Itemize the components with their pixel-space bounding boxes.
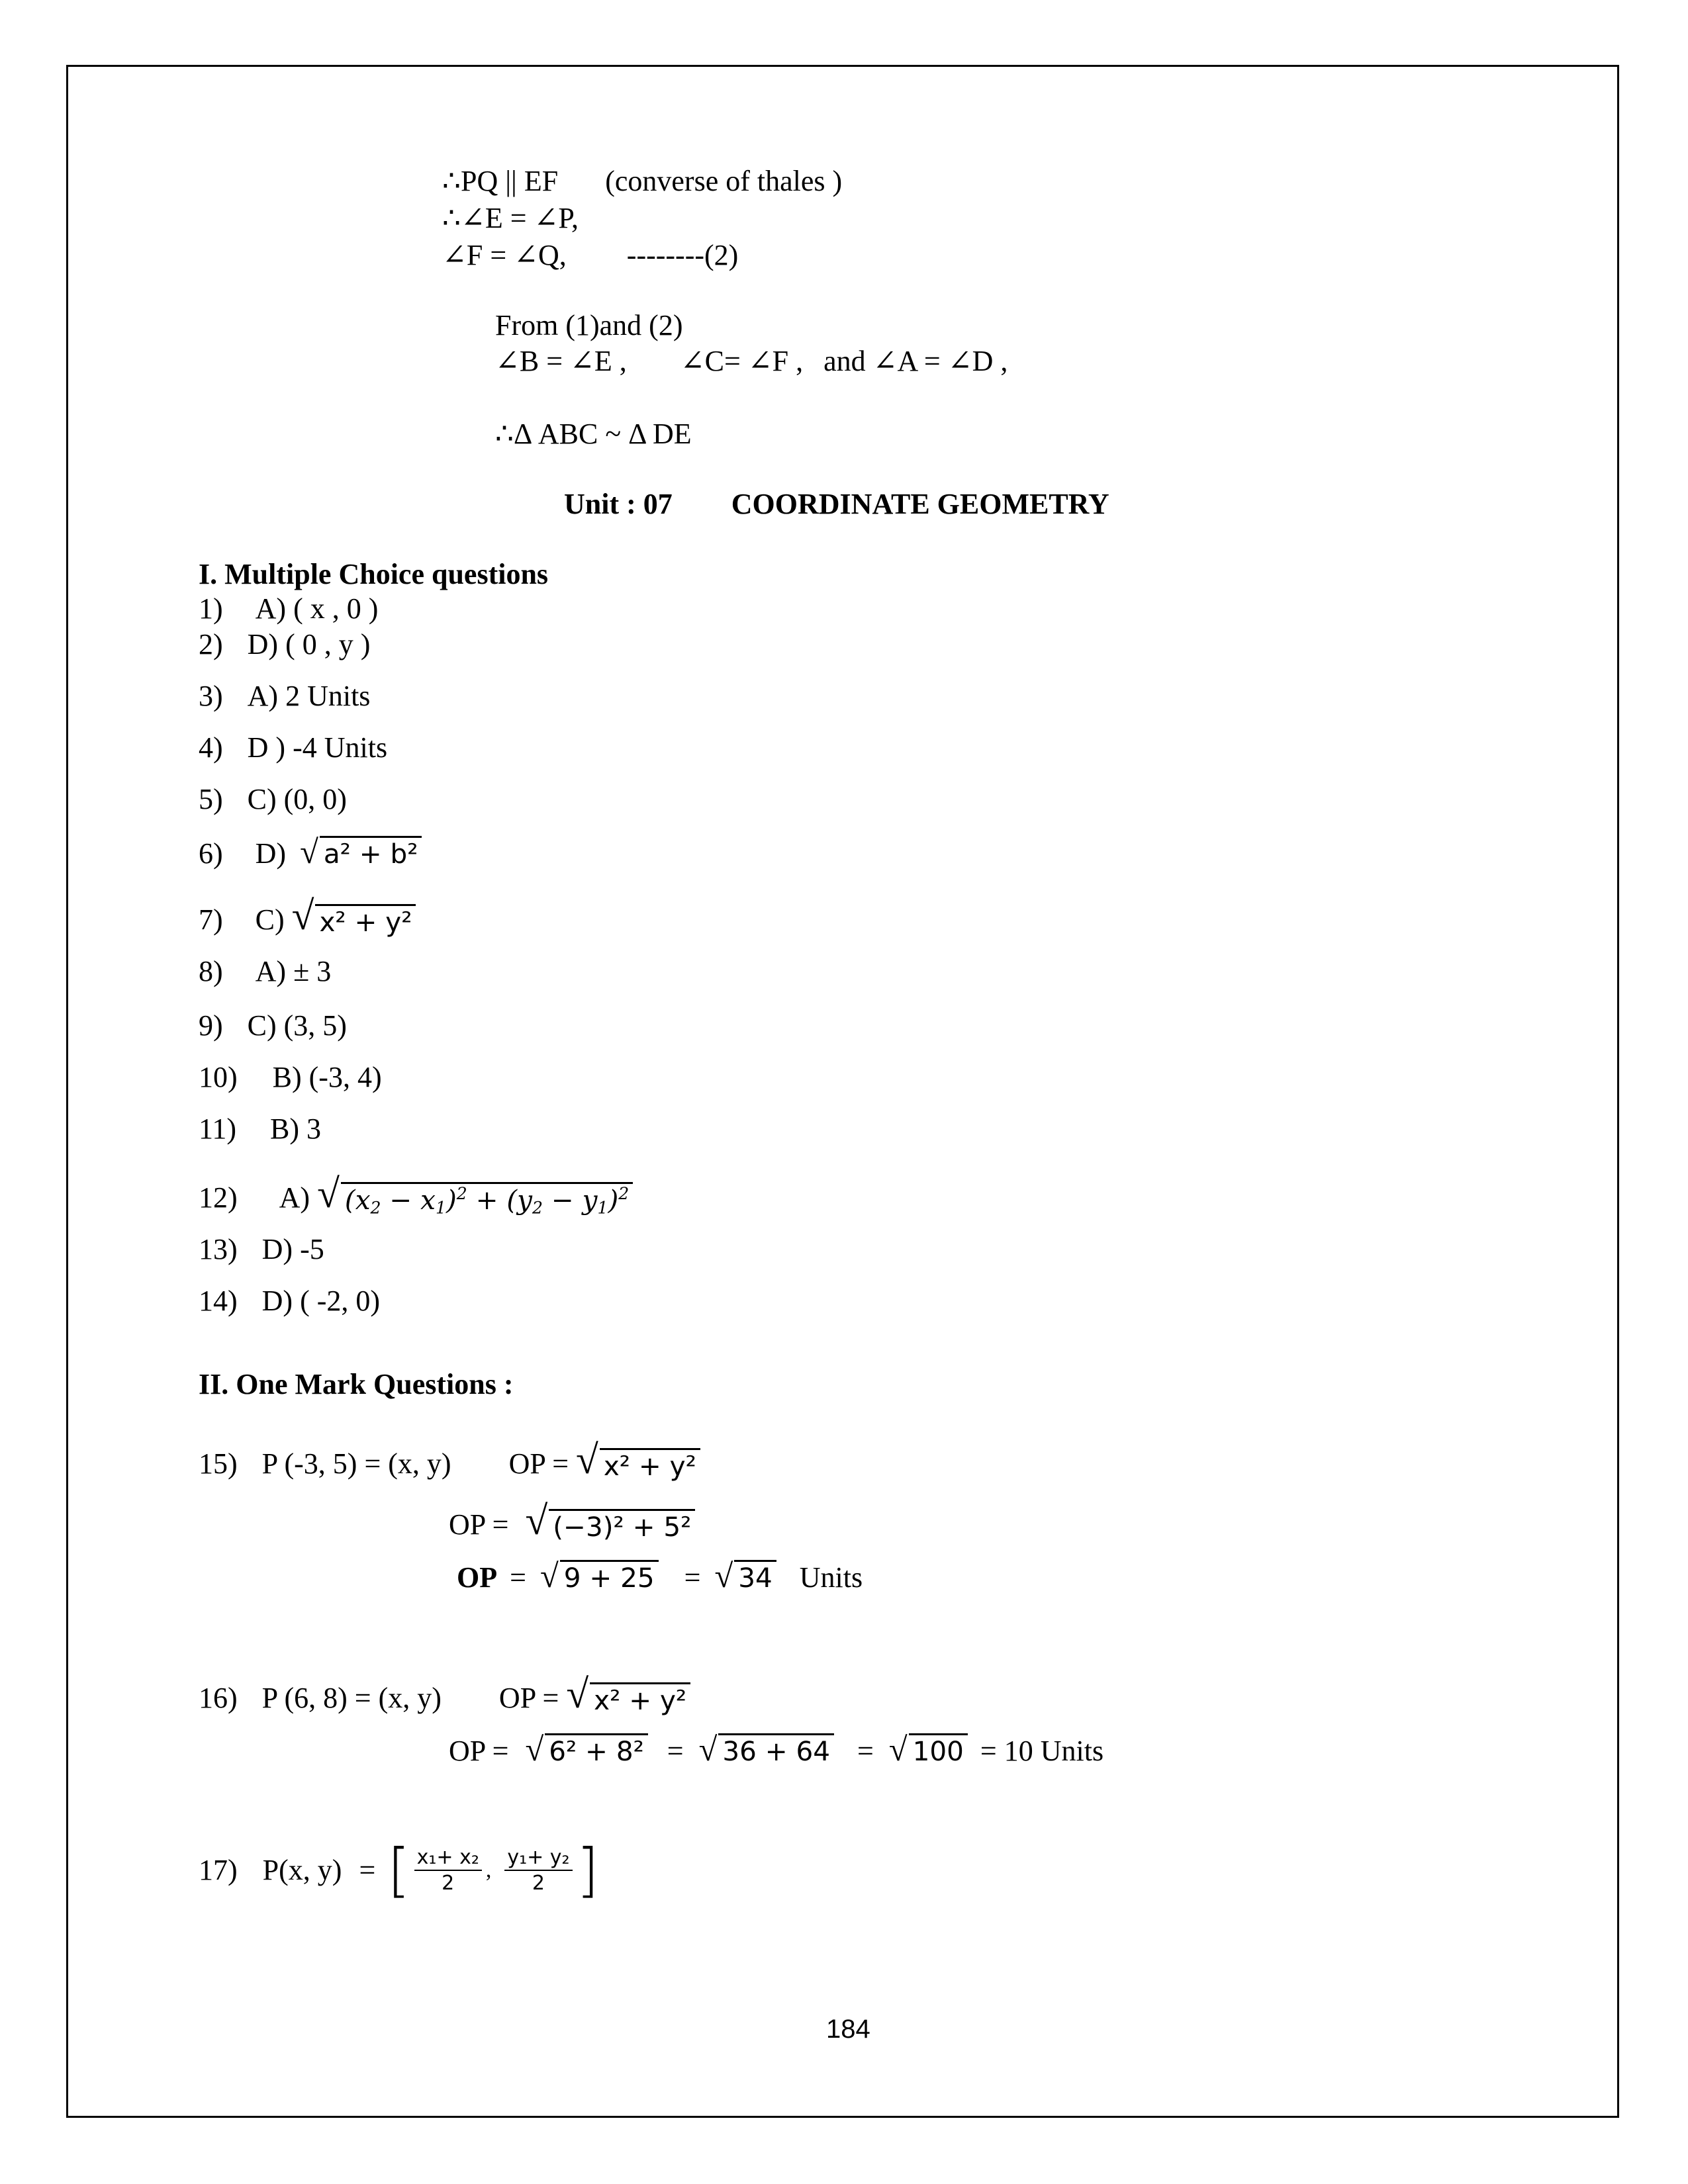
radicand: x² + y² — [600, 1448, 700, 1481]
square-root: √ a² + b² — [300, 835, 422, 869]
list-item — [199, 1287, 380, 1316]
square-root: √ $(x_2 - x_1)^2 + (y_2 - y_1)^2$ — [317, 1174, 633, 1215]
op-label: OP = — [508, 1447, 569, 1480]
radicand: 34 — [734, 1560, 776, 1593]
op-label-bold: OP — [457, 1561, 498, 1594]
item-answer: C) — [255, 903, 285, 936]
equals: = — [667, 1735, 684, 1767]
proof-conclusion: ∴Δ ABC ~ Δ DE — [495, 418, 692, 450]
item-answer: A) 2 Units — [247, 680, 371, 712]
list-item — [199, 733, 387, 762]
question-15-line2 — [449, 1498, 695, 1543]
fraction-x — [414, 1846, 482, 1894]
radicand: 9 + 25 — [560, 1560, 659, 1593]
question-number: 15) — [199, 1447, 238, 1480]
list-item — [199, 893, 416, 938]
question-16-line2 — [449, 1733, 1103, 1766]
item-number: 12) — [199, 1181, 238, 1214]
numerator: y₁+ y₂ — [504, 1846, 572, 1871]
equals: = — [684, 1561, 701, 1594]
item-number: 7) — [199, 903, 223, 936]
item-number: 9) — [199, 1009, 223, 1042]
equals: = — [510, 1561, 526, 1594]
item-number: 13) — [199, 1233, 238, 1265]
list-item — [199, 1011, 347, 1040]
equals: = — [359, 1854, 376, 1886]
question-given: P (6, 8) = (x, y) — [261, 1682, 442, 1714]
question-16-line1 — [199, 1674, 690, 1715]
square-root: √ 100 — [889, 1733, 968, 1766]
op-label: OP = — [449, 1508, 509, 1541]
units-label: Units — [799, 1561, 863, 1594]
list-item — [199, 1235, 324, 1264]
square-root: √ 6² + 8² — [525, 1733, 647, 1766]
unit-label: Unit : 07 — [564, 488, 673, 520]
denominator: 2 — [442, 1872, 455, 1895]
list-item — [199, 1115, 321, 1144]
square-root: √ 36 + 64 — [699, 1733, 834, 1766]
item-answer: D ) -4 Units — [247, 731, 388, 764]
list-item — [199, 835, 422, 869]
page-number: 184 — [826, 2015, 870, 2044]
item-number: 11) — [199, 1113, 237, 1145]
question-number: 17) — [199, 1854, 238, 1886]
square-root: √ 9 + 25 — [540, 1559, 659, 1593]
comma: , — [485, 1858, 492, 1882]
radicand: $(x_2 - x_1)^2 + (y_2 - y_1)^2$ — [341, 1182, 633, 1215]
list-item — [199, 630, 370, 659]
angle-a-eq: and ∠A = ∠D , — [823, 345, 1008, 377]
numerator: x₁+ x₂ — [414, 1846, 482, 1871]
result: = 10 Units — [980, 1735, 1104, 1767]
op-label: OP = — [449, 1735, 509, 1767]
list-item — [199, 1063, 382, 1092]
op-label: OP = — [498, 1682, 559, 1714]
proof-statement: ∴PQ || EF — [442, 165, 559, 197]
proof-line-angles — [495, 347, 1008, 376]
list-item — [199, 957, 331, 986]
item-answer: C) (0, 0) — [247, 783, 347, 815]
question-number: 16) — [199, 1682, 238, 1714]
proof-line-angle-e: ∴∠E = ∠P, — [442, 202, 579, 234]
question-lhs: P(x, y) — [262, 1854, 342, 1886]
item-number: 4) — [199, 731, 223, 764]
item-answer: C) (3, 5) — [247, 1009, 347, 1042]
proof-reason: (converse of thales ) — [605, 165, 843, 197]
equals: = — [857, 1735, 874, 1767]
proof-line-from: From (1)and (2) — [495, 309, 683, 341]
proof-statement: ∠F = ∠Q, — [442, 239, 567, 271]
item-number: 1) — [199, 592, 223, 625]
square-root: √ x² + y² — [576, 1440, 700, 1481]
square-root: √ x² + y² — [566, 1674, 690, 1715]
item-number: 2) — [199, 628, 223, 660]
section-heading-mcq: I. Multiple Choice questions — [199, 558, 549, 590]
item-answer: D) ( 0 , y ) — [247, 628, 371, 660]
item-number: 5) — [199, 783, 223, 815]
question-17 — [199, 1836, 599, 1904]
item-answer: A) — [279, 1181, 310, 1214]
denominator: 2 — [532, 1872, 545, 1895]
item-number: 6) — [199, 837, 223, 870]
item-answer: D) -5 — [261, 1233, 324, 1265]
right-bracket: ] — [576, 1836, 599, 1904]
list-item — [199, 1171, 633, 1218]
unit-heading — [564, 490, 1109, 519]
radicand: 6² + 8² — [545, 1733, 648, 1766]
item-number: 10) — [199, 1061, 238, 1093]
list-item — [199, 682, 370, 711]
item-number: 3) — [199, 680, 223, 712]
square-root: √ 34 — [714, 1559, 776, 1593]
question-15-line1 — [199, 1437, 700, 1482]
fraction-y — [504, 1846, 572, 1894]
list-item — [199, 594, 378, 623]
item-answer: A) ( x , 0 ) — [255, 592, 379, 625]
radicand: 36 + 64 — [718, 1733, 834, 1766]
unit-title: COORDINATE GEOMETRY — [731, 488, 1109, 520]
radicand: 100 — [909, 1733, 968, 1766]
radicand: a² + b² — [320, 836, 422, 869]
square-root: √ (−3)² + 5² — [525, 1501, 695, 1542]
item-answer: D) — [255, 837, 287, 870]
proof-reference: --------(2) — [626, 239, 739, 271]
item-answer: B) 3 — [270, 1113, 322, 1145]
square-root: √ x² + y² — [292, 896, 416, 937]
proof-line-parallel — [442, 167, 842, 196]
angle-b-eq: ∠B = ∠E , — [495, 345, 627, 377]
item-number: 14) — [199, 1285, 238, 1317]
radicand: (−3)² + 5² — [549, 1509, 695, 1542]
angle-c-eq: ∠C= ∠F , — [680, 345, 804, 377]
item-answer: B) (-3, 4) — [272, 1061, 382, 1093]
section-heading-one-mark: II. One Mark Questions : — [199, 1368, 514, 1400]
item-answer: A) ± 3 — [255, 955, 332, 987]
list-item — [199, 785, 347, 814]
radicand: x² + y² — [590, 1682, 690, 1715]
item-answer: D) ( -2, 0) — [261, 1285, 381, 1317]
question-given: P (-3, 5) = (x, y) — [261, 1447, 451, 1480]
proof-line-angle-f — [442, 241, 738, 270]
radicand: x² + y² — [315, 904, 416, 937]
question-15-line3 — [457, 1559, 863, 1593]
item-number: 8) — [199, 955, 223, 987]
left-bracket: [ — [387, 1836, 410, 1904]
